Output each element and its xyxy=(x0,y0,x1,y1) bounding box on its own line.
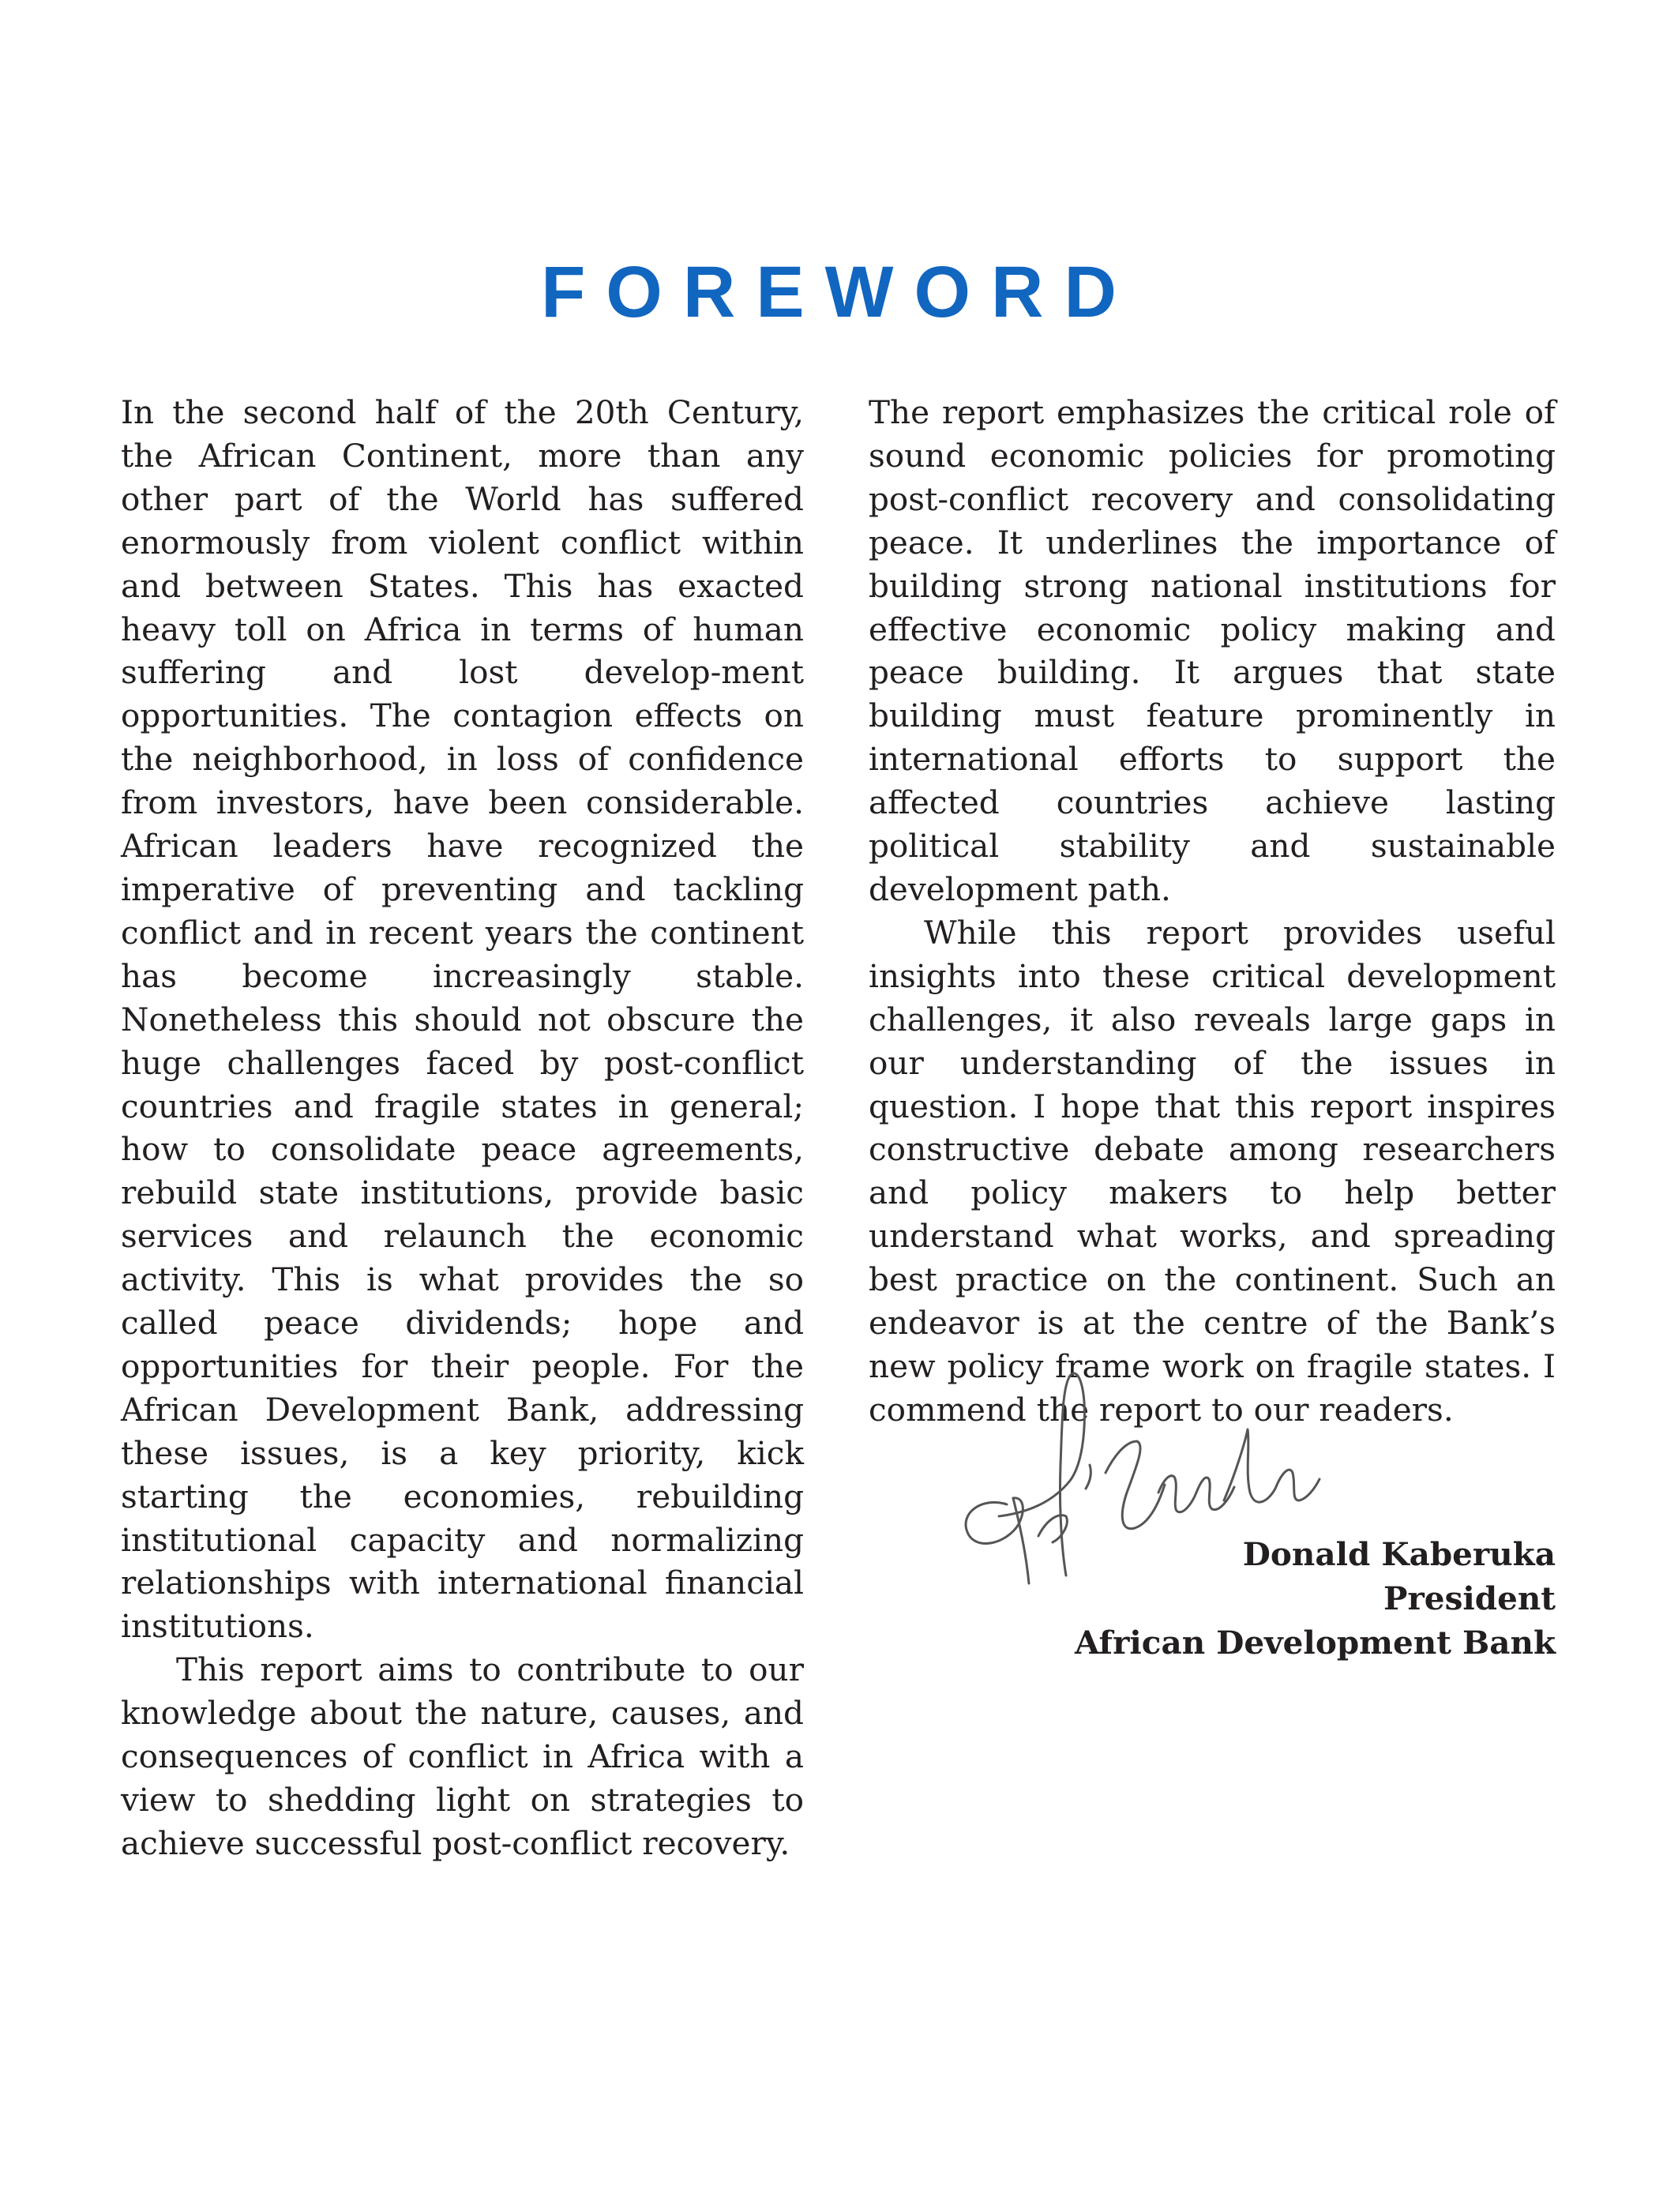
left-column xyxy=(121,391,804,1865)
signer-organization: African Development Bank xyxy=(1074,1624,1556,1662)
right-column xyxy=(869,391,1556,1432)
paragraph: This report aims to contribute to our knowledge about the nature, causes, and consequences of conflict in Africa with a view to shedding light on strategies to achieve successful post-conflict recovery. xyxy=(121,1651,804,1862)
paragraph: In the second half of the 20th Century, the African Continent, more than any other part of the World has suffered enormously from violent conflict within and between States. This has exacted heavy toll on Africa in terms of human suffering and lost develop-ment opportunities. The contagion effects on the neighborhood, in loss of confidence from investors, have been considerable. African leaders have recognized the imperative of preventing and tackling conflict and in recent years the continent has become increasingly stable. Nonetheless this should not obscure the huge challenges faced by post-conflict countries and fragile states in general; how to consolidate peace agreements, rebuild state institutions, provide basic services and relaunch the economic activity. This is what provides the so called peace dividends; hope and opportunities for their people. For the African Development Bank, addressing these issues, is a key priority, kick starting the economies, rebuilding institutional capacity and normalizing relationships with international financial institutions. xyxy=(121,393,804,1646)
signature-block xyxy=(987,1532,1556,1665)
signer-role: President xyxy=(1383,1579,1556,1617)
paragraph: While this report provides useful insights into these critical development challenges, it also reveals large gaps in our understanding of the issues in question. I hope that this report inspires constructive debate among researchers and policy makers to help better understand what works, and spreading best practice on the continent. Such an endeavor is at the centre of the Bank’s new policy frame work on fragile states. I commend the report to our readers. xyxy=(869,913,1556,1429)
paragraph: The report emphasizes the critical role of sound economic policies for promoting post-conflict recovery and consolidating peace. It underlines the importance of building strong national institutions for effective economic policy making and peace building. It argues that state building must feature prominently in international efforts to support the affected countries achieve lasting political stability and sustainable development path. xyxy=(869,393,1556,908)
page-title: FOREWORD xyxy=(541,251,1137,332)
signer-name: Donald Kaberuka xyxy=(1242,1535,1556,1573)
